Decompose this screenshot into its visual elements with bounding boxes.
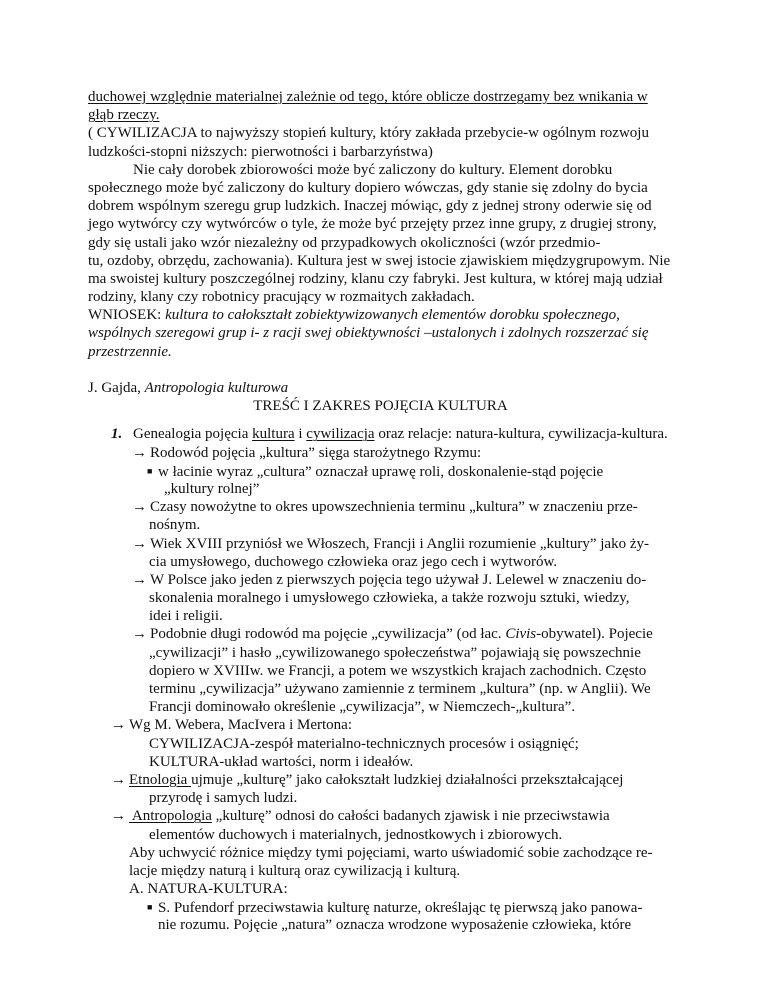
subsection-a-bullet-cont: nie rozumu. Pojęcie „natura” oznacza wrodzone wyposażenie człowieka, które bbox=[158, 917, 632, 934]
paragraph-line-8: rodziny, klany czy robotnicy pracujący w rozmaitych zakładach. bbox=[88, 289, 475, 306]
arrow-item-anthropology-cont: elementów duchowych i materialnych, jednostkowych i zbiorowych. bbox=[149, 826, 563, 843]
arrow-item-modern-cont: nośnym. bbox=[149, 517, 201, 534]
arrow-icon: → bbox=[132, 571, 147, 588]
arrow-icon: → bbox=[111, 717, 126, 734]
arrow-icon: → bbox=[111, 808, 126, 825]
conclusion-line-2: wspólnych szeregowi grup i- z racji swej obiektywności –ustalonych i zdolnych rozszerzać się bbox=[88, 325, 649, 342]
conclusion-line-3: przestrzennie. bbox=[88, 343, 172, 360]
arrow-icon: → bbox=[132, 444, 147, 461]
section-heading: TREŚĆ I ZAKRES POJĘCIA KULTURA bbox=[253, 398, 508, 415]
list-number: 1. bbox=[111, 426, 123, 443]
paragraph-line-3: dobrem wspólnym szeregu grup ludzkich. Inaczej mówiąc, gdy z jednej strony oderwie się od bbox=[88, 198, 652, 215]
arrow-item-weber: → Wg M. Webera, MacIvera i Mertona: bbox=[111, 717, 353, 734]
arrow-item-civilization-cont-2: dopiero w XVIIIw. we Francji, a potem we wszystkich krajach zachodnich. Często bbox=[149, 662, 647, 679]
arrow-item-ethnology-cont: przyrodę i samych ludzi. bbox=[149, 790, 298, 807]
prev-text-line-1: duchowej względnie materialnej zależnie od tego, które oblicze dostrzegamy bez wnikania w bbox=[88, 89, 648, 105]
subsection-a-heading: A. NATURA-KULTURA: bbox=[129, 881, 288, 898]
arrow-item-anthropology: → Antropologia „kulturę” odnosi do całości badanych zjawisk i nie przeciwstawia bbox=[111, 808, 610, 825]
paragraph-line-4: jego wytwórcy czy wytwórców o tyle, że może być przejęty przez inne grupy, z drugiej strony, bbox=[88, 216, 657, 233]
blank-line bbox=[88, 361, 673, 379]
paragraph-line-5: gdy się ustali jako wzór niezależny od przypadkowych okoliczności (wzór przedmio- bbox=[88, 234, 601, 251]
prev-text-line-2: głąb rzeczy. bbox=[88, 107, 160, 124]
paragraph-line-7: ma swoistej kultury poszczególnej rodziny, klanu czy fabryki. Jest kultura, w której mają udział bbox=[88, 270, 663, 287]
square-bullet-icon: ■ bbox=[147, 465, 153, 476]
arrow-item-civilization: → Podobnie długi rodowód ma pojęcie „cywilizacja” (od łac. Civis-obywatel). Pojecie bbox=[132, 626, 653, 643]
arrow-item-poland-cont-2: idei i religii. bbox=[149, 608, 223, 625]
numbered-item-1: 1. Genealogia pojęcia kultura i cywilizacja oraz relacje: natura-kultura, cywilizacja-kultura. bbox=[111, 426, 668, 443]
arrow-item-18th-century-cont: cia umysłowego, duchowego człowieka oraz jego cech i wytworów. bbox=[149, 553, 558, 570]
arrow-item-civilization-cont-1: „cywilizacji” i hasło „cywilizowanego społeczeństwa” pojawiają się powszechnie bbox=[149, 644, 641, 661]
paragraph-line-6: tu, ozdoby, obrzędu, zachowania). Kultura jest w swej istocie zjawiskiem międzygrupowym. Nie bbox=[88, 252, 671, 269]
arrow-icon: → bbox=[132, 499, 147, 516]
subsection-a-bullet: ■ S. Pufendorf przeciwstawia kulturę naturze, określając tę pierwszą jako panowa- bbox=[147, 900, 643, 917]
source-citation: J. Gajda, Antropologia kulturowa bbox=[88, 380, 289, 396]
square-bullet-item-cont: „kultury rolnej” bbox=[164, 480, 260, 497]
summary-line-1: Aby uchwycić różnice między tymi pojęciami, warto uświadomić sobie zachodzące re- bbox=[129, 844, 653, 861]
arrow-item-civilization-cont-3: terminu „cywilizacja” używano zamiennie z terminem „kultura” (np. w Anglii). We bbox=[149, 681, 651, 697]
arrow-item-poland: → W Polsce jako jeden z pierwszych pojęcia tego używał J. Lelewel w znaczeniu do- bbox=[132, 571, 647, 588]
arrow-item-weber-cont-2: KULTURA-układ wartości, norm i ideałów. bbox=[149, 753, 414, 770]
arrow-icon: → bbox=[132, 626, 147, 643]
civilization-note-line-1: ( CYWILIZACJA to najwyższy stopień kultury, który zakłada przebycie-w ogólnym rozwoju bbox=[88, 125, 649, 142]
civilization-note-line-2: ludzkości-stopni niższych: pierwotności i barbarzyństwa) bbox=[88, 143, 433, 160]
summary-line-2: lacje między naturą i kulturą oraz cywilizacją i kulturą. bbox=[129, 862, 461, 879]
document-text bbox=[88, 88, 673, 935]
conclusion-line-1: WNIOSEK: kultura to całokształt zobiektywizowanych elementów dorobku społecznego, bbox=[88, 307, 620, 324]
paragraph-line-2: społecznego może być zaliczony do kultury dopiero wówczas, gdy stanie się zdolny do bycia bbox=[88, 179, 648, 196]
arrow-icon: → bbox=[111, 771, 126, 788]
arrow-item-poland-cont-1: skonalenia moralnego i umysłowego człowieka, a także rozwoju sztuki, wiedzy, bbox=[149, 590, 630, 607]
arrow-item-origin: → Rodowód pojęcia „kultura” sięga starożytnego Rzymu: bbox=[132, 444, 482, 461]
arrow-item-18th-century: → Wiek XVIII przyniósł we Włoszech, Francji i Anglii rozumienie „kultury” jako ży- bbox=[132, 535, 649, 552]
spacer bbox=[88, 415, 673, 425]
arrow-item-ethnology: → Etnologia ujmuje „kulturę” jako całokształt ludzkiej działalności przekształcającej bbox=[111, 771, 624, 788]
arrow-item-weber-cont-1: CYWILIZACJA-zespół materialno-technicznych procesów i osiągnięć; bbox=[149, 735, 579, 752]
arrow-item-civilization-cont-4: Francji dominowało określenie „cywilizacja”, w Niemczech-„kultura”. bbox=[149, 699, 576, 716]
square-bullet-icon: ■ bbox=[147, 902, 153, 913]
square-bullet-item: ■ w łacinie wyraz „cultura” oznaczał uprawę roli, doskonalenie-stąd pojęcie bbox=[147, 463, 604, 480]
arrow-item-modern: → Czasy nowożytne to okres upowszechnienia terminu „kultura” w znaczeniu prze- bbox=[132, 499, 638, 516]
paragraph-line-1: Nie cały dorobek zbiorowości może być zaliczony do kultury. Element dorobku bbox=[133, 161, 613, 178]
arrow-icon: → bbox=[132, 535, 147, 552]
